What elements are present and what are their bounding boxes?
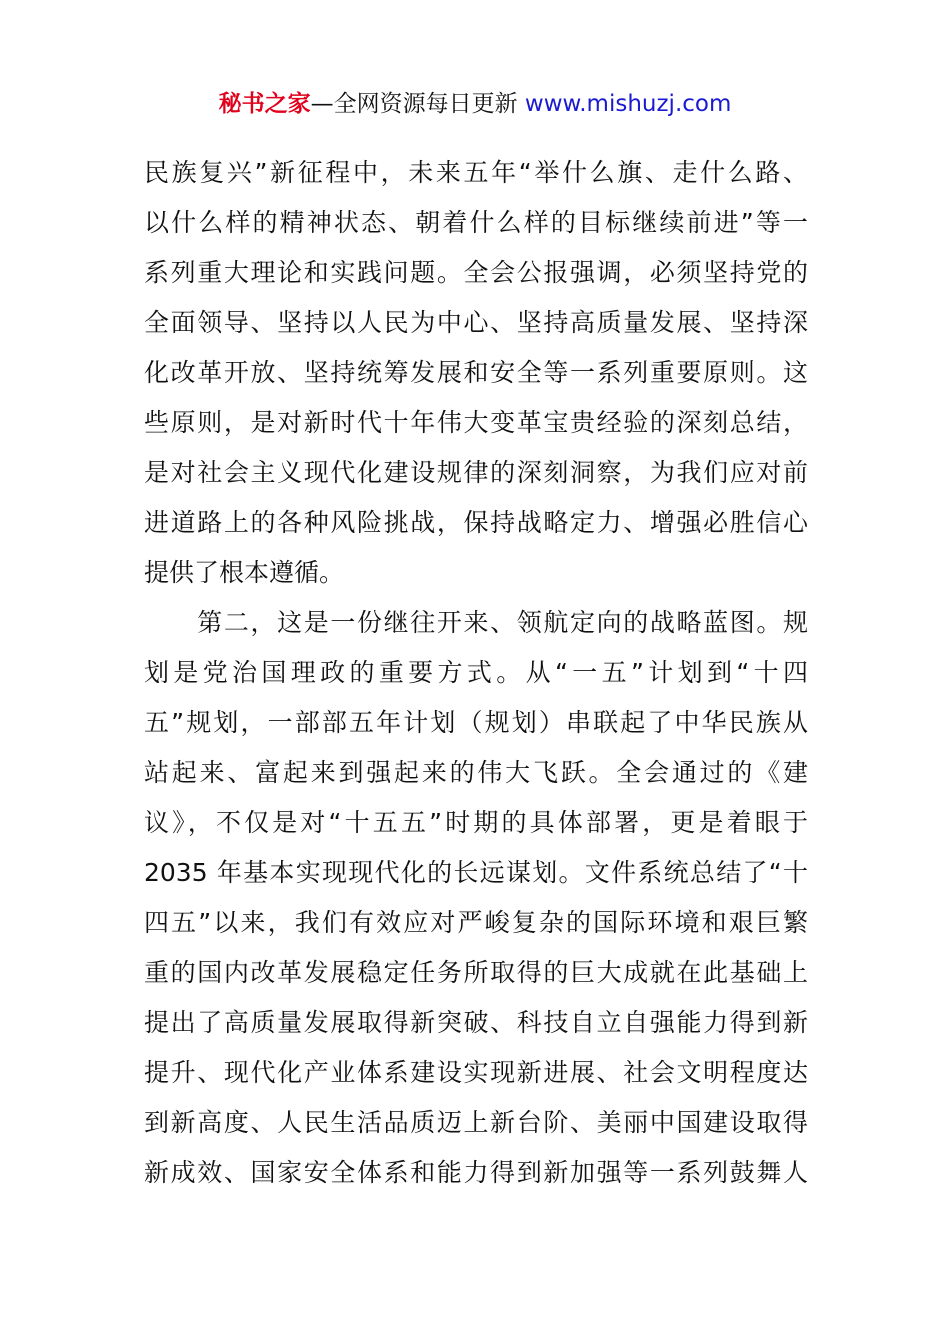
text-line: 2035 年基本实现现代化的长远谋划。文件系统总结了“十	[144, 858, 808, 887]
text-line: 到新高度、人民生活品质迈上新台阶、美丽中国建设取得	[144, 1108, 808, 1137]
text-line: 站起来、富起来到强起来的伟大飞跃。全会通过的《建	[144, 758, 808, 787]
text-line: 进道路上的各种风险挑战，保持战略定力、增强必胜信心	[144, 508, 808, 537]
text-line: 是对社会主义现代化建设规律的深刻洞察，为我们应对前	[144, 458, 808, 487]
text-line: 些原则，是对新时代十年伟大变革宝贵经验的深刻总结，	[144, 408, 808, 437]
text-line: 提供了根本遵循。	[144, 558, 345, 587]
text-line: 提升、现代化产业体系建设实现新进展、社会文明程度达	[144, 1058, 808, 1087]
text-line: 系列重大理论和实践问题。全会公报强调，必须坚持党的	[144, 258, 808, 287]
text-line: 提出了高质量发展取得新突破、科技自立自强能力得到新	[144, 1008, 808, 1037]
site-url-link[interactable]: www.mishuzj.com	[524, 91, 732, 117]
text-line: 化改革开放、坚持统筹发展和安全等一系列重要原则。这	[144, 358, 808, 387]
text-line: 新成效、国家安全体系和能力得到新加强等一系列鼓舞人	[144, 1158, 808, 1187]
text-line: 划是党治国理政的重要方式。从“一五”计划到“十四	[144, 658, 808, 687]
text-line: 全面领导、坚持以人民为中心、坚持高质量发展、坚持深	[144, 308, 808, 337]
text-line: 民族复兴”新征程中，未来五年“举什么旗、走什么路、	[144, 158, 808, 187]
brand-name: 秘书之家	[218, 91, 311, 117]
text-line: 重的国内改革发展稳定任务所取得的巨大成就在此基础上	[144, 958, 808, 987]
text-line: 以什么样的精神状态、朝着什么样的目标继续前进”等一	[144, 208, 808, 237]
header-tagline: —全网资源每日更新	[310, 91, 525, 117]
page-header	[0, 88, 950, 120]
text-line: 四五”以来，我们有效应对严峻复杂的国际环境和艰巨繁	[144, 908, 808, 937]
text-line: 第二，这是一份继往开来、领航定向的战略蓝图。规	[144, 608, 808, 637]
text-line: 五”规划，一部部五年计划（规划）串联起了中华民族从	[144, 708, 808, 737]
body-text	[144, 148, 808, 1198]
text-line: 议》，不仅是对“十五五”时期的具体部署，更是着眼于	[144, 808, 808, 837]
